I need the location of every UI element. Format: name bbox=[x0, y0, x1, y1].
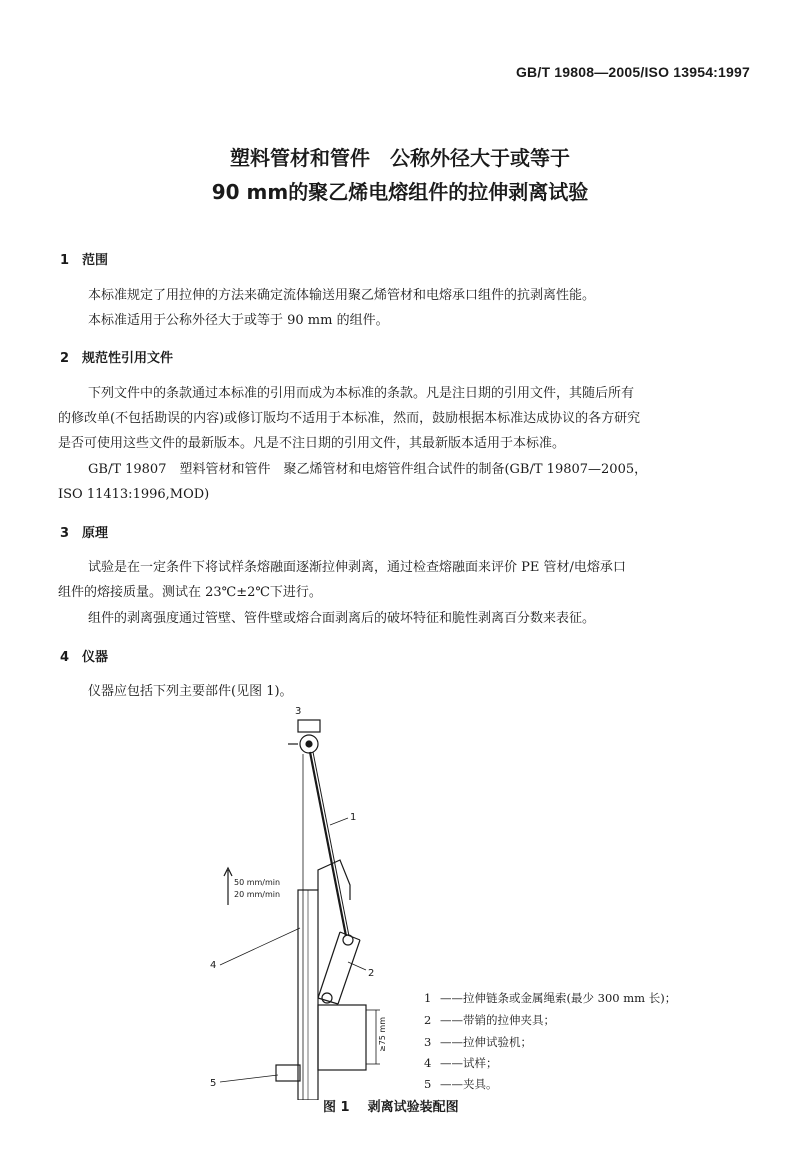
standard-code: GB/T 19808—2005/ISO 13954:1997 bbox=[515, 64, 750, 80]
bottom-clamp bbox=[276, 1065, 300, 1081]
callout-1: 1 bbox=[350, 812, 357, 823]
dimension-label: ≥75 mm bbox=[378, 1016, 387, 1052]
paragraph: 试验是在一定条件下将试样条熔融面逐渐拉伸剥离，通过检查熔融面来评价 PE 管材/电熔承口 bbox=[88, 560, 626, 575]
speed-label-2: 20 mm/min bbox=[234, 890, 281, 899]
pulley-center bbox=[306, 741, 312, 747]
figure-caption bbox=[323, 1096, 459, 1115]
section-title: 原理 bbox=[82, 526, 109, 541]
section-number: 3 bbox=[60, 526, 70, 541]
speed-label-1: 50 mm/min bbox=[234, 878, 281, 887]
section-heading-normative-references bbox=[60, 347, 173, 366]
leader-5 bbox=[220, 1075, 278, 1082]
section-title: 范围 bbox=[82, 253, 109, 268]
callout-4: 4 bbox=[210, 960, 217, 971]
paragraph-line: 的修改单(不包括勘误的内容)或修订版均不适用于本标准，然而，鼓励根据本标准达成协议的各方研究 bbox=[58, 411, 641, 426]
section-heading-apparatus bbox=[60, 646, 108, 665]
fitting-block bbox=[318, 1005, 366, 1070]
section-title: 规范性引用文件 bbox=[82, 351, 174, 366]
section-number: 1 bbox=[60, 253, 70, 268]
pulling-clamp bbox=[318, 932, 360, 1004]
section-heading-principle bbox=[60, 522, 108, 541]
section-number: 4 bbox=[60, 650, 70, 665]
legend-item: 2 ——带销的拉伸夹具； bbox=[424, 1013, 555, 1027]
legend-item: 1 ——拉伸链条或金属绳索(最少 300 mm 长)； bbox=[424, 991, 677, 1005]
paragraph: 本标准规定了用拉伸的方法来确定流体输送用聚乙烯管材和电熔承口组件的抗剥离性能。 bbox=[88, 288, 596, 303]
figure-title: 剥离试验装配图 bbox=[367, 1100, 459, 1115]
machine-head bbox=[298, 720, 320, 732]
paragraph: GB/T 19807 塑料管材和管件 聚乙烯管材和电熔管件组合试件的制备(GB/T 19807—2005， bbox=[88, 462, 648, 477]
section-heading-scope bbox=[60, 249, 108, 268]
legend-item: 5 ——夹具。 bbox=[424, 1077, 498, 1091]
chain-rope bbox=[310, 752, 346, 936]
legend-item: 3 ——拉伸试验机； bbox=[424, 1035, 532, 1049]
callout-3: 3 bbox=[295, 706, 302, 717]
paragraph-line: 是否可使用这些文件的最新版本。凡是不注日期的引用文件，其最新版本适用于本标准。 bbox=[58, 436, 566, 451]
document-title-line-1: 塑料管材和管件 公称外径大于或等于 bbox=[230, 146, 570, 170]
section-title: 仪器 bbox=[82, 650, 109, 665]
paragraph: 本标准适用于公称外径大于或等于 90 mm 的组件。 bbox=[88, 313, 389, 328]
leader-4 bbox=[220, 928, 300, 965]
section-number: 2 bbox=[60, 351, 70, 366]
paragraph: 下列文件中的条款通过本标准的引用而成为本标准的条款。凡是注日期的引用文件，其随后所有 bbox=[88, 386, 635, 401]
paragraph-line: ISO 11413:1996,MOD) bbox=[58, 487, 210, 502]
legend-item: 4 ——试样； bbox=[424, 1056, 498, 1070]
document-title-line-2: 90 mm的聚乙烯电熔组件的拉伸剥离试验 bbox=[211, 180, 589, 204]
figure-number: 图 1 bbox=[323, 1100, 350, 1115]
paragraph: 组件的剥离强度通过管壁、管件壁或熔合面剥离后的破坏特征和脆性剥离百分数来表征。 bbox=[88, 611, 596, 626]
callout-2: 2 bbox=[368, 968, 375, 979]
paragraph: 仪器应包括下列主要部件(见图 1)。 bbox=[88, 684, 293, 699]
leader-1 bbox=[330, 818, 348, 825]
callout-5: 5 bbox=[210, 1078, 217, 1089]
paragraph-line: 组件的熔接质量。测试在 23℃±2℃下进行。 bbox=[58, 585, 322, 600]
